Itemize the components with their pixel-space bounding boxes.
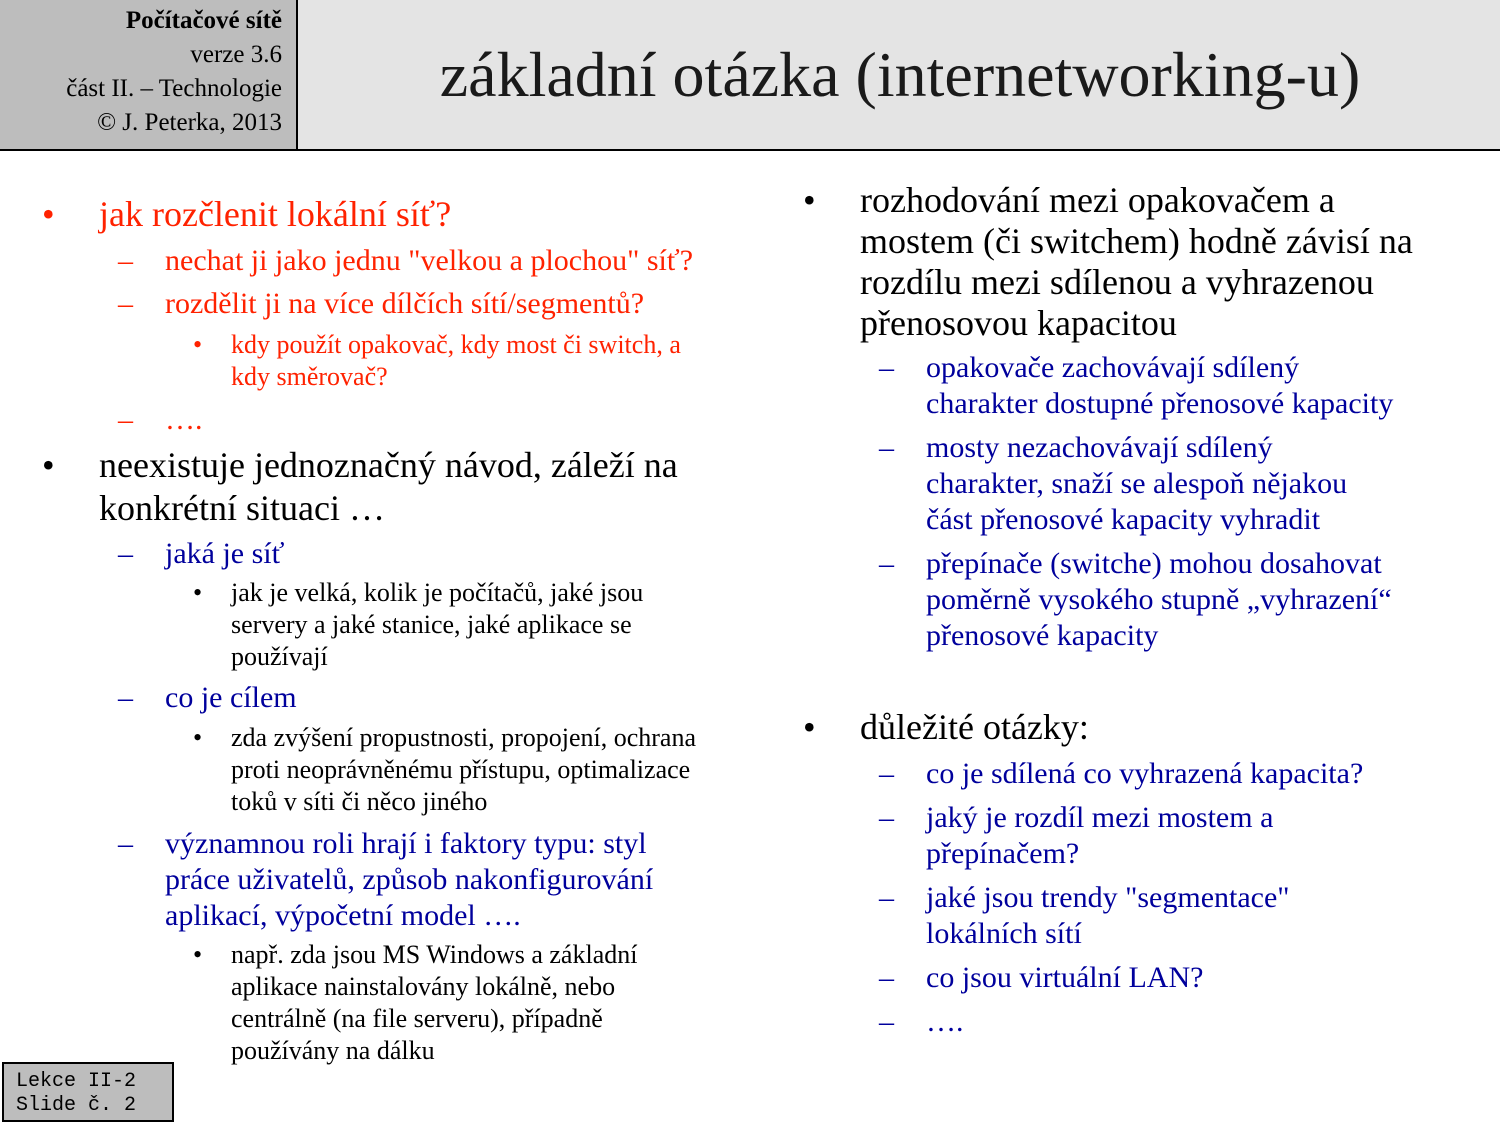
dash-icon: – [879, 1005, 894, 1038]
slide-title: základní otázka (internetworking-u) [439, 39, 1361, 110]
sub-sub-bullet-text: používány na dálku [231, 1036, 435, 1065]
dash-icon: – [879, 547, 894, 580]
sub-sub-bullet-text: proti neoprávněnému přístupu, optimalizace [231, 755, 691, 784]
copyright-label: © J. Peterka, 2013 [97, 109, 282, 136]
sub-bullet-text: jaký je rozdíl mezi mostem a [926, 801, 1274, 834]
sub-bullet-text: aplikací, výpočetní model …. [165, 899, 521, 932]
sub-bullet-text: část přenosové kapacity vyhradit [926, 503, 1321, 536]
dash-icon: – [879, 351, 894, 384]
sub-bullet-text: mosty nezachovávají sdílený [926, 431, 1273, 464]
sub-sub-bullet-text: jak je velká, kolik je počítačů, jaké jsou [231, 578, 644, 607]
sub-bullet-text: práce uživatelů, způsob nakonfigurování [165, 863, 654, 896]
slide-header [0, 0, 1500, 151]
slide-number-label: Slide č. 2 [16, 1094, 137, 1117]
sub-bullet-text: lokálních sítí [926, 917, 1082, 950]
dash-icon: – [118, 244, 133, 277]
sub-bullet-text: charakter dostupné přenosové kapacity [926, 387, 1394, 420]
sub-bullet-text: jaké jsou trendy "segmentace" [926, 881, 1290, 914]
bullet-icon: • [42, 194, 55, 234]
sub-bullet-text: rozdělit ji na více dílčích sítí/segmentů? [165, 287, 645, 320]
course-name: Počítačové sítě [125, 7, 282, 34]
part-label: část II. – Technologie [66, 75, 282, 102]
bullet-icon: • [193, 330, 203, 359]
sub-sub-bullet-text: kdy směrovač? [231, 362, 388, 391]
sub-bullet-text: přenosové kapacity [926, 619, 1159, 652]
sub-sub-bullet-text: servery a jaké stanice, jaké aplikace se [231, 610, 632, 639]
sub-bullet-text: poměrně vysokého stupně „vyhrazení“ [926, 583, 1392, 616]
dash-icon: – [118, 403, 133, 436]
dash-icon: – [118, 537, 133, 570]
bullet-text: důležité otázky: [860, 707, 1089, 747]
lesson-label: Lekce II-2 [16, 1070, 137, 1093]
slide-footer [2, 1062, 174, 1122]
dash-icon: – [118, 681, 133, 714]
dash-icon: – [879, 431, 894, 464]
sub-sub-bullet-text: kdy použít opakovač, kdy most či switch, a [231, 330, 681, 359]
bullet-icon: • [803, 707, 816, 747]
bullet-text: přenosovou kapacitou [860, 303, 1177, 343]
dash-icon: – [118, 287, 133, 320]
bullet-icon: • [193, 940, 203, 969]
bullet-icon: • [42, 445, 55, 485]
sub-bullet-text: nechat ji jako jednu "velkou a plochou" síť? [165, 244, 694, 277]
dash-icon: – [879, 757, 894, 790]
bullet-text: neexistuje jednoznačný návod, záleží na [99, 445, 678, 485]
sub-sub-bullet-text: toků v síti či něco jiného [231, 787, 488, 816]
bullet-icon: • [193, 723, 203, 752]
sub-bullet-text: jaká je síť [165, 537, 285, 570]
bullet-text: rozdílu mezi sdílenou a vyhrazenou [860, 262, 1374, 302]
sub-sub-bullet-text: centrálně (na file serveru), případně [231, 1004, 603, 1033]
bullet-text: jak rozčlenit lokální síť? [99, 194, 452, 234]
bullet-text: mostem (či switchem) hodně závisí na [860, 221, 1413, 261]
sub-bullet-text: co jsou virtuální LAN? [926, 961, 1204, 994]
sub-sub-bullet-text: aplikace nainstalovány lokálně, nebo [231, 972, 616, 1001]
bullet-text: rozhodování mezi opakovačem a [860, 180, 1335, 220]
bullet-text: konkrétní situaci … [99, 488, 385, 528]
version-label: verze 3.6 [190, 41, 282, 68]
bullet-icon: • [803, 180, 816, 220]
sub-bullet-text: charakter, snaží se alespoň nějakou [926, 467, 1348, 500]
sub-bullet-text: významnou roli hrají i faktory typu: styl [165, 827, 647, 860]
sub-bullet-text: co je cílem [165, 681, 297, 714]
bullet-icon: • [193, 578, 203, 607]
dash-icon: – [879, 881, 894, 914]
sub-sub-bullet-text: používají [231, 642, 328, 671]
course-info-box [0, 0, 298, 149]
dash-icon: – [879, 801, 894, 834]
dash-icon: – [118, 827, 133, 860]
dash-icon: – [879, 961, 894, 994]
sub-bullet-text: přepínačem? [926, 837, 1080, 870]
sub-bullet-text: co je sdílená co vyhrazená kapacita? [926, 757, 1364, 790]
sub-sub-bullet-text: zda zvýšení propustnosti, propojení, ochrana [231, 723, 696, 752]
sub-bullet-text: opakovače zachovávají sdílený [926, 351, 1300, 384]
sub-bullet-text: …. [165, 403, 203, 436]
sub-bullet-text: přepínače (switche) mohou dosahovat [926, 547, 1382, 580]
sub-sub-bullet-text: např. zda jsou MS Windows a základní [231, 940, 638, 969]
sub-bullet-text: …. [926, 1005, 964, 1038]
